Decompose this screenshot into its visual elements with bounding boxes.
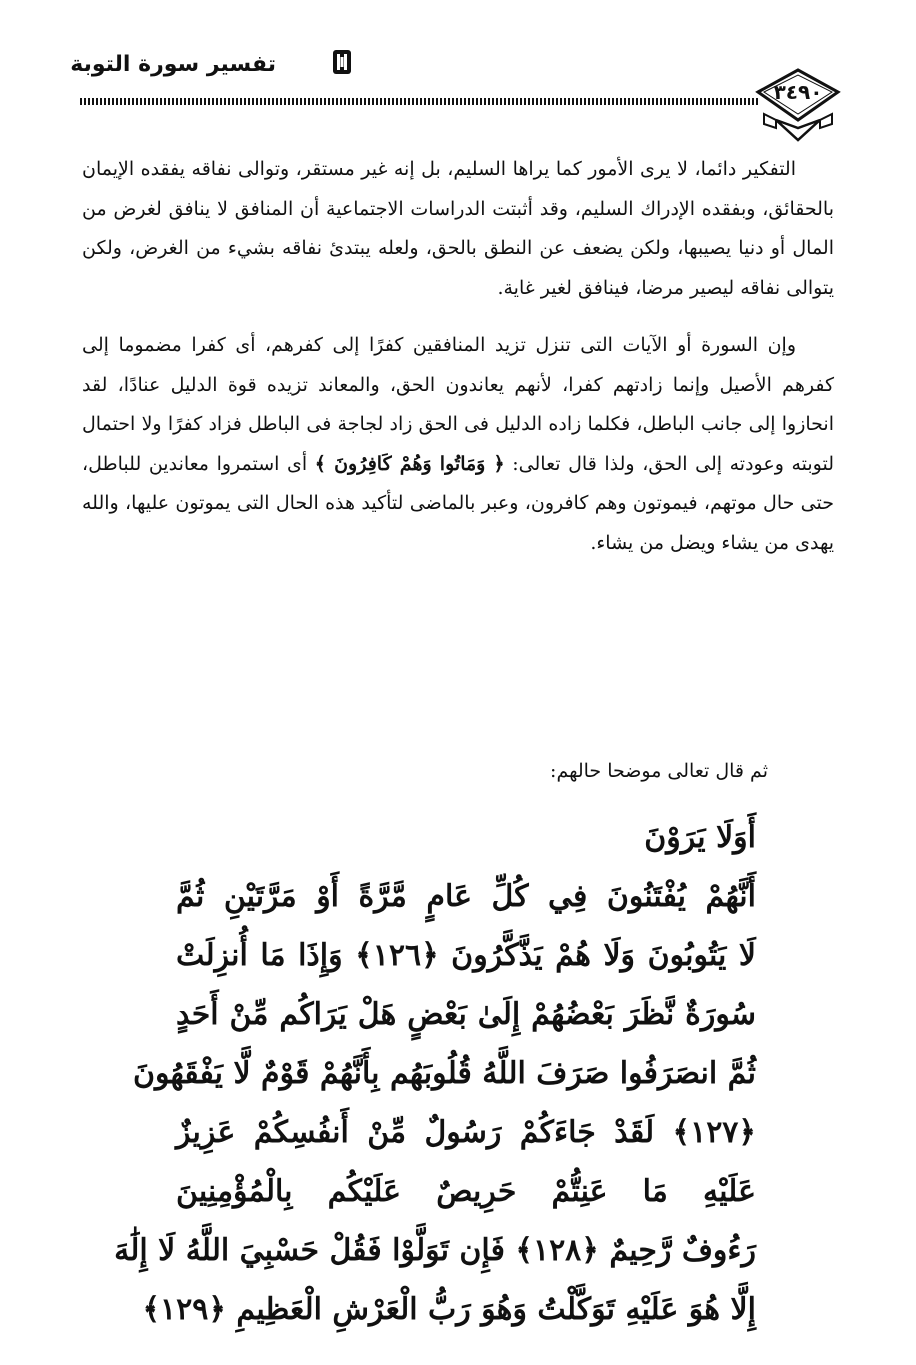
paragraph-2-before: وإن السورة أو الآيات التى تنزل تزيد المنافقين كفرًا إلى كفرهم، أى كفرا مضموما إلى كفرهم الأصيل وإنما زادتهم كفرا، لأنهم يعاندون الحق، والمعاند تزيده قوة الدليل عنادًا، لقد انحازوا إلى جانب الباطل، فكلما زاده الدليل فى الحق زاد لجاجة فى الباطل فزاد كفرًا ولا احتمال لتوبته وعودته إلى الحق، ولذا قال تعالى:	[82, 334, 835, 475]
running-title: تفسير سورة التوبة	[70, 52, 276, 77]
verse-line: إِلَّا هُوَ عَلَيْهِ تَوَكَّلْتُ وَهُوَ رَبُّ الْعَرْشِ الْعَظِيمِ ﴿١٢٩﴾	[142, 1292, 756, 1327]
verse-line: ثُمَّ انصَرَفُوا صَرَفَ اللَّهُ قُلُوبَهُم بِأَنَّهُمْ قَوْمٌ لَّا يَفْقَهُونَ	[132, 1056, 756, 1091]
verse-line: ﴿١٢٧﴾ لَقَدْ جَاءَكُمْ رَسُولٌ مِّنْ أَنفُسِكُمْ عَزِيزٌ	[176, 1115, 756, 1150]
page-header	[0, 0, 916, 140]
verse-line: عَلَيْهِ مَا عَنِتُّمْ حَرِيصٌ عَلَيْكُم بِالْمُؤْمِنِينَ	[176, 1174, 756, 1209]
commentary-text	[82, 150, 834, 563]
verse-line: أَنَّهُمْ يُفْتَنُونَ فِي كُلِّ عَامٍ مَّرَّةً أَوْ مَرَّتَيْنِ ثُمَّ	[176, 879, 756, 914]
quran-verses	[114, 808, 756, 1339]
paragraph-2-after: أى استمروا معاندين للباطل، حتى حال موتهم، فيموتون وهم كافرون، وعبر بالماضى لتأكيد هذه الحال التى يموتون عليها، والله يهدى من يشاء ويضل من يشاء.	[82, 452, 834, 554]
ornament-icon	[331, 48, 353, 76]
verse-line: سُورَةٌ نَّظَرَ بَعْضُهُمْ إِلَىٰ بَعْضٍ هَلْ يَرَاكُم مِّنْ أَحَدٍ	[176, 997, 756, 1032]
verse-line: رَءُوفٌ رَّحِيمٌ ﴿١٢٨﴾ فَإِن تَوَلَّوْا فَقُلْ حَسْبِيَ اللَّهُ لَا إِلَٰهَ	[114, 1233, 756, 1268]
page-number: ٣٤٩٠	[773, 80, 823, 104]
paragraph-2	[82, 326, 834, 563]
paragraph-1: التفكير دائما، لا يرى الأمور كما يراها السليم، بل إنه غير مستقر، وتوالى نفاقه يفقده الإيمان بالحقائق، وبفقده الإدراك السليم، وقد أثبتت الدراسات الاجتماعية أن المنافق لا ينافق لغرض من المال أو دنيا يصيبها، ولكن يضعف عن النطق بالحق، ولعله يبتدئ نفاقه بشيء من الغرض، ولكن يتوالى نفاقه ليصير مرضا، فينافق لغير غاية.	[82, 158, 834, 299]
page-number-badge-icon	[752, 66, 844, 150]
verse-intro: ثم قال تعالى موضحا حالهم:	[550, 760, 768, 782]
header-rule	[80, 98, 760, 105]
quran-quote: ﴿ وَمَاتُوا وَهُمْ كَافِرُونَ ﴾	[314, 452, 505, 475]
verse-line: لَا يَتُوبُونَ وَلَا هُمْ يَذَّكَّرُونَ ﴿١٢٦﴾ وَإِذَا مَا أُنزِلَتْ	[176, 938, 756, 973]
verse-line: أَوَلَا يَرَوْنَ	[644, 820, 756, 855]
